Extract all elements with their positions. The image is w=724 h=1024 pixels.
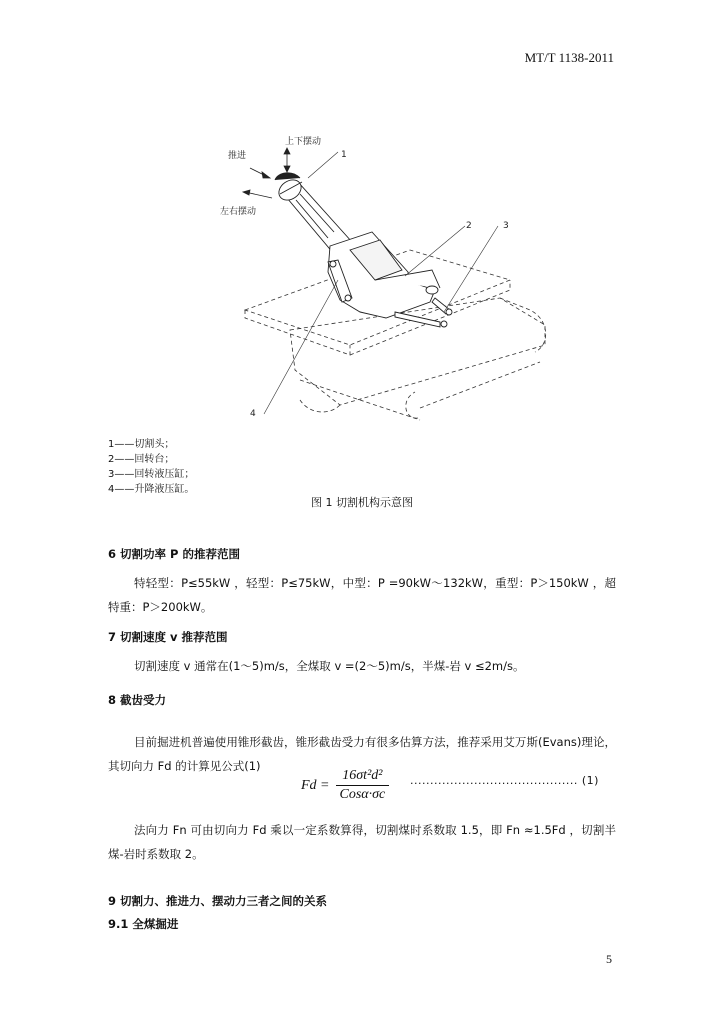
equation-number: (1) (581, 774, 599, 787)
label-push: 推进 (228, 151, 247, 161)
equation-leader (410, 774, 599, 787)
heading-section-8: 8 截齿受力 (108, 693, 167, 707)
slewing-platform (328, 232, 440, 318)
cutting-mechanism-figure (200, 130, 560, 430)
label-left-right: 左右摆动 (220, 207, 257, 217)
heading-section-7: 7 切割速度 v 推荐范围 (108, 630, 228, 644)
figure-legend (108, 437, 194, 497)
heading-section-9-1: 9.1 全煤掘进 (108, 917, 179, 931)
heading-section-9: 9 切割力、推进力、摆动力三者之间的关系 (108, 894, 328, 908)
page-number: 5 (606, 952, 612, 966)
figure-caption: 图 1 切割机构示意图 (311, 496, 413, 509)
label-number-1: 1 (341, 150, 347, 160)
heading-section-6: 6 切割功率 P 的推荐范围 (108, 547, 240, 561)
legend-item: 1——切割头； (108, 439, 175, 450)
legend-item: 4——升降液压缸。 (108, 484, 195, 495)
label-number-3: 3 (503, 221, 509, 231)
paragraph-section-7: 切割速度 v 通常在(1～5)m/s，全煤取 v =(2～5)m/s，半煤-岩 v ≤2m/s。 (134, 659, 525, 673)
label-number-4: 4 (250, 409, 256, 419)
formula-1 (300, 768, 389, 803)
formula-denominator: Cosα·σc (339, 787, 386, 802)
paragraph-section-6: 特轻型：P≤55kW ，轻型：P≤75kW，中型：P =90kW～132kW，重型：P＞150kW ，超特重：P＞200kW。 (108, 576, 616, 614)
paragraph-section-8-normal-force: 法向力 Fn 可由切向力 Fd 乘以一定系数算得，切割煤时系数取 1.5，即 Fn ≈1.5Fd ，切割半煤-岩时系数取 2。 (108, 823, 616, 861)
formula-lhs: Fd = (301, 777, 330, 793)
formula-numerator: 16σt²d² (336, 768, 390, 786)
equation-dots: .......................................... (410, 774, 578, 787)
legend-item: 3——回转液压缸； (108, 469, 195, 480)
label-number-2: 2 (466, 221, 472, 231)
standard-number: MT/T 1138-2011 (524, 50, 614, 65)
label-up-down: 上下摆动 (285, 137, 322, 147)
paragraph-section-8: 目前掘进机普遍使用锥形截齿，锥形截齿受力有很多估算方法，推荐采用艾万斯(Evans)理论，其切向力 Fd 的计算见公式(1) (108, 735, 616, 773)
legend-item: 2——回转台； (108, 454, 175, 465)
